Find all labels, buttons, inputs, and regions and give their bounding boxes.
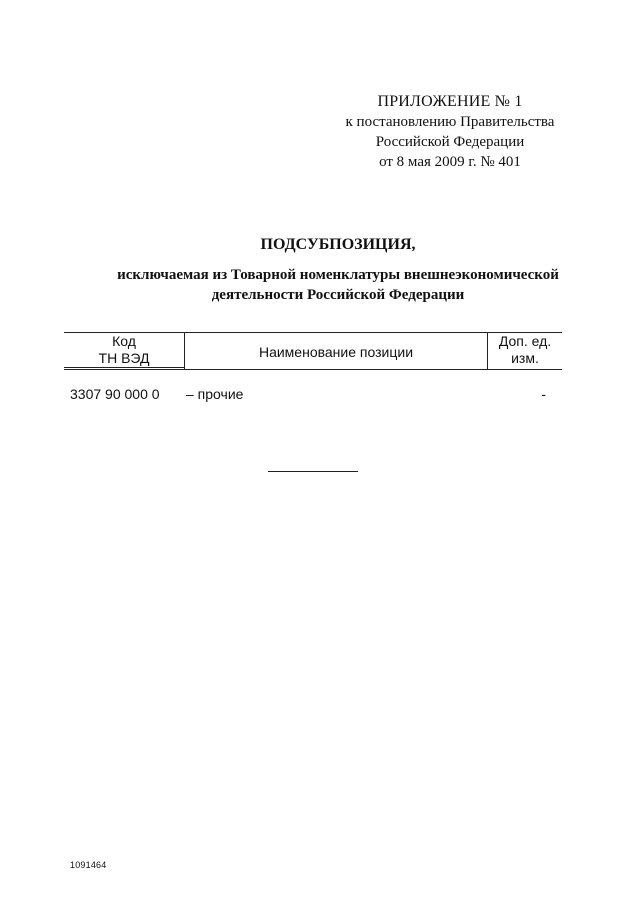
row-unit: - <box>541 386 546 402</box>
row-code: 3307 90 000 0 <box>70 386 160 402</box>
appendix-line-decree: к постановлению Правительства <box>345 114 555 130</box>
appendix-line-date: от 8 мая 2009 г. № 401 <box>379 154 521 170</box>
appendix-block <box>330 92 570 172</box>
column-header-unit-line-1: Доп. ед. <box>498 333 552 349</box>
column-header-code-line-1: Код <box>112 333 136 349</box>
document-number: 1091464 <box>70 860 107 870</box>
document-subtitle-line-1: исключаемая из Товарной номенклатуры внешнеэкономической <box>117 267 559 283</box>
column-header-code <box>64 333 184 369</box>
column-header-name: Наименование позиции <box>184 333 488 369</box>
document-subtitle-line-2: деятельности Российской Федерации <box>211 287 465 303</box>
column-header-unit <box>488 333 562 369</box>
column-header-code-line-2: ТН ВЭД <box>64 350 184 368</box>
column-header-unit-line-2: изм. <box>511 350 539 366</box>
document-heading <box>60 234 616 305</box>
appendix-title: ПРИЛОЖЕНИЕ № 1 <box>377 93 523 110</box>
table-header <box>64 332 562 370</box>
table-row <box>64 386 562 406</box>
nomenclature-table <box>64 332 562 402</box>
document-title: ПОДСУБПОЗИЦИЯ, <box>260 236 416 253</box>
row-name: – прочие <box>186 386 244 402</box>
appendix-line-federation: Российской Федерации <box>375 134 525 150</box>
end-divider <box>268 471 358 472</box>
